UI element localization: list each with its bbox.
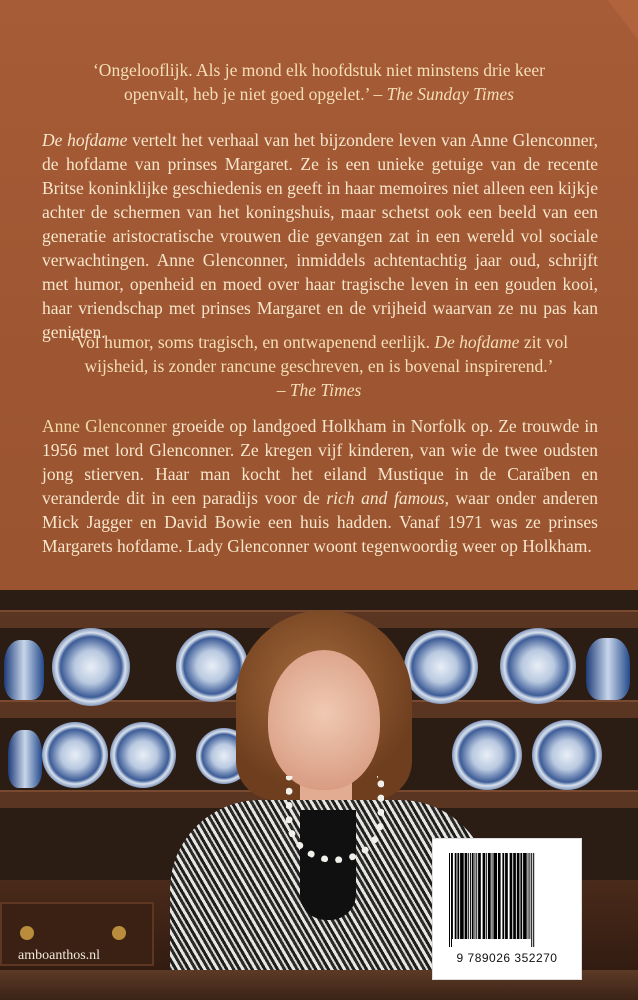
barcode-bar [451,853,452,947]
jug [586,638,630,700]
barcode-bar [528,853,529,939]
barcode [447,853,567,947]
book-description [42,128,598,344]
barcode-bar [498,853,501,939]
quote-text: ‘Vol humor, soms tragisch, en ontwapenend eerlijk. [69,332,431,352]
barcode-bar [486,853,487,939]
knob [20,926,34,940]
plate [452,720,522,790]
barcode-bar [488,853,491,939]
quote-text: zit vol [523,332,569,352]
barcode-bar [502,853,504,939]
barcode-bar [468,853,469,939]
knob [112,926,126,940]
quote-line [40,330,598,354]
barcode-bar [470,853,471,939]
barcode-bar [513,853,516,939]
quote-source-line [40,378,598,402]
barcode-bar [510,853,513,939]
barcode-bar [478,853,481,939]
quote-line: wijsheid, is zonder rancune geschreven, en is bovenal inspirerend.’ [84,356,554,376]
jug [8,730,42,788]
dash: – [276,380,286,400]
press-quote-times [40,330,598,402]
barcode-bar [517,853,520,939]
barcode-bar [533,853,534,947]
bio-text: , waar onder anderen Mick Jagger en David Bowie een huis hadden. Vanaf 1971 was ze prinses Margarets hofdame. Lady Glenconner woont tegenwoordig weer op Holkham. [42,488,598,556]
barcode-label [432,838,582,980]
quote-source: The Sunday Times [386,84,514,104]
bio-text: groeide op landgoed Holkham in Norfolk op. Ze trouwde in 1956 met lord Glenconner. Ze kregen vijf kinderen, van wie de twee oudsten jong stierven. Haar man kocht het eiland Mustique in de Caraïben en veranderde dit in een paradijs voor de [42,416,598,508]
press-quote-sunday-times [40,58,598,106]
book-title: De hofdame [42,130,128,150]
plate [500,628,576,704]
plate [404,630,478,704]
plate [110,722,176,788]
jug [4,640,44,700]
description-text: vertelt het verhaal van het bijzondere leven van Anne Glenconner, de hofdame van prinses Margaret. Ze is een unieke getuige van de recente Britse koninklijke geschiedenis en geeft in haar memoires niet alleen een kijkje achter de schermen van het koningshuis, maar schetst ook een beeld van een generatie aristocratische vrouwen die gevangen zat in een wereld vol sociale verwachtingen. Anne Glenconner, inmiddels achtentachtig jaar oud, schrijft met humor, openheid en moed over haar tragische leven in een gouden kooi, haar vriendschap met prinses Margaret en de vrijheid waarvan ze nu pas kan genieten. [42,130,598,342]
barcode-bar [465,853,468,939]
plate [42,722,108,788]
barcode-bar [492,853,493,939]
barcode-bar [475,853,476,939]
barcode-bar [455,853,457,939]
quote-text: openvalt, heb je niet goed opgelet.’ – [124,84,383,104]
publisher-url: amboanthos.nl [18,948,101,963]
book-title: De hofdame [434,332,520,352]
author-name: Anne Glenconner [42,416,167,436]
barcode-bar [531,853,532,947]
barcode-bar [457,853,459,939]
plate [52,628,130,706]
face [268,650,380,790]
plate [532,720,602,790]
bio-paragraph [42,414,598,558]
barcode-bar [523,853,527,939]
quote-line [40,82,598,106]
author-bio [42,414,598,558]
pearl-necklace [286,776,384,863]
quote-source: The Times [289,380,362,400]
description-paragraph [42,128,598,344]
barcode-bar [483,853,486,939]
barcode-bar [529,853,530,939]
quote-line: ‘Ongelooflijk. Als je mond elk hoofdstuk niet minstens drie keer [92,60,545,80]
barcode-bar [476,853,477,939]
barcode-bar [460,853,464,939]
isbn-number: 9 789026 352270 [456,951,558,965]
barcode-bar [452,853,453,939]
barcode-bar [472,853,474,939]
barcode-bar [449,853,450,947]
barcode-bar [520,853,522,939]
barcode-bar [493,853,497,939]
bio-italic: rich and famous [326,488,445,508]
barcode-bar [505,853,508,939]
